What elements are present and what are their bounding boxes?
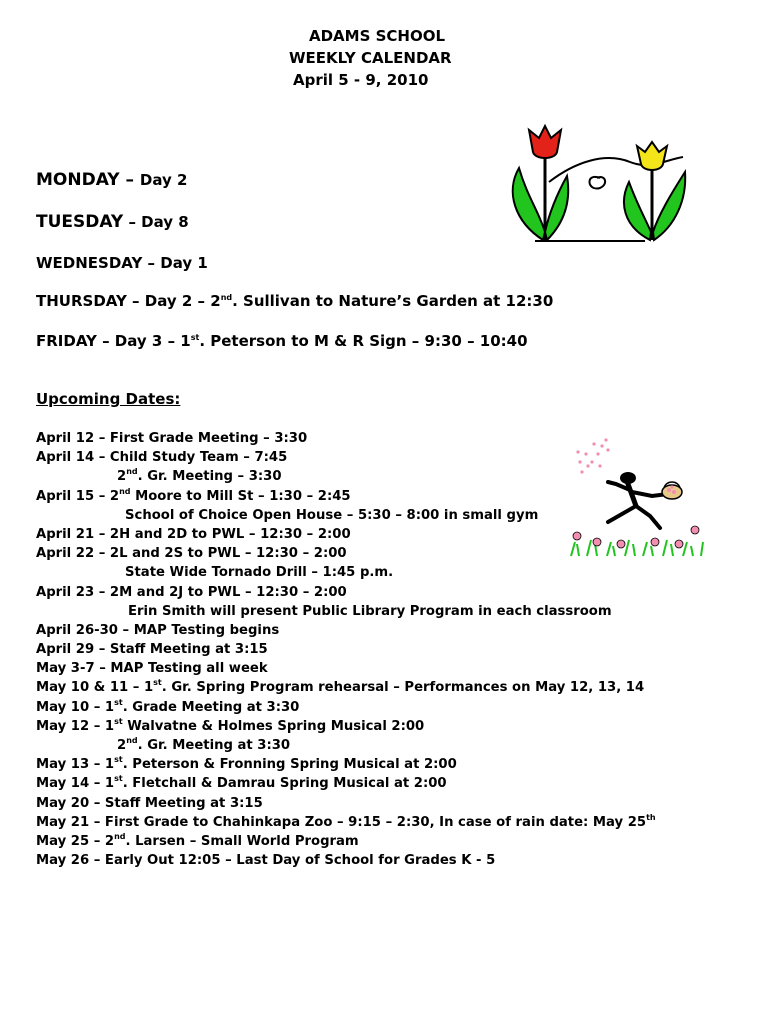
list-item: April 22 – 2L and 2S to PWL – 12:30 – 2:00 — [36, 546, 347, 562]
ordinal-suffix: st — [114, 697, 123, 707]
item-text: May 12 – 1 — [36, 718, 115, 734]
upcoming-list — [36, 429, 656, 870]
list-item — [36, 832, 656, 851]
ordinal-suffix: nd — [126, 467, 138, 477]
item-text: . Gr. Meeting – 3:30 — [137, 469, 282, 485]
day-friday — [36, 332, 528, 350]
list-item: April 26-30 – MAP Testing begins — [36, 622, 280, 638]
item-text: Moore to Mill St – 1:30 – 2:45 — [130, 488, 351, 504]
day-number: Day 2 — [139, 171, 188, 189]
list-item — [36, 813, 656, 832]
list-item: State Wide Tornado Drill – 1:45 p.m. — [125, 565, 394, 581]
day-name: MONDAY — [36, 170, 120, 190]
item-text: 2 — [117, 738, 127, 753]
ordinal-suffix: nd — [220, 293, 233, 302]
list-item: April 21 – 2H and 2D to PWL – 12:30 – 2:00 — [36, 526, 351, 542]
list-item: May 3-7 – MAP Testing all week — [36, 661, 268, 677]
ordinal-suffix: nd — [114, 831, 126, 841]
upcoming-heading: Upcoming Dates: — [36, 390, 181, 408]
list-item — [36, 678, 656, 697]
list-item — [36, 717, 656, 736]
item-text: April 15 – 2 — [36, 488, 120, 504]
day-number: Day 8 — [141, 213, 189, 231]
list-item — [36, 736, 656, 755]
list-item: May 26 – Early Out 12:05 – Last Day of School for Grades K - 5 — [36, 853, 496, 869]
day-sep: – — [123, 213, 142, 231]
ordinal-suffix: st — [114, 755, 123, 765]
school-name: ADAMS SCHOOL — [309, 27, 446, 45]
flower-grass-icon — [567, 520, 707, 560]
ordinal-suffix: st — [114, 716, 123, 726]
tulips-icon — [505, 122, 695, 246]
item-text: May 10 – 1 — [36, 699, 115, 715]
item-text: May 14 – 1 — [36, 776, 115, 792]
day-thursday — [36, 292, 553, 310]
item-text: Walvatne & Holmes Spring Musical 2:00 — [122, 718, 425, 734]
day-tuesday — [36, 212, 189, 232]
day-monday — [36, 170, 187, 190]
list-item — [36, 698, 656, 717]
item-text: May 21 – First Grade to Chahinkapa Zoo – 9:15 – 2:30, In case of rain date: May 25 — [36, 814, 647, 830]
calendar-dates: April 5 - 9, 2010 — [293, 71, 429, 89]
item-text: . Larsen – Small World Program — [125, 833, 359, 849]
item-text: May 25 – 2 — [36, 833, 115, 849]
list-item: School of Choice Open House – 5:30 – 8:00 in small gym — [125, 507, 539, 523]
running-figure-icon — [572, 436, 692, 532]
list-item — [36, 774, 656, 793]
item-text: . Fletchall & Damrau Spring Musical at 2:00 — [122, 776, 447, 792]
list-item: Erin Smith will present Public Library Program in each classroom — [128, 603, 612, 619]
ordinal-suffix: nd — [119, 486, 131, 496]
item-text: . Peterson & Fronning Spring Musical at 2:00 — [122, 757, 457, 773]
list-item: April 29 – Staff Meeting at 3:15 — [36, 642, 268, 658]
day-sep: – — [119, 170, 140, 190]
ordinal-suffix: nd — [126, 736, 138, 745]
list-item: April 12 – First Grade Meeting – 3:30 — [36, 431, 308, 446]
item-text: . Gr. Meeting at 3:30 — [137, 738, 291, 753]
calendar-title: WEEKLY CALENDAR — [289, 49, 452, 67]
day-text: FRIDAY – Day 3 – 1 — [36, 332, 191, 350]
ordinal-suffix: th — [646, 812, 656, 822]
list-item — [36, 487, 656, 506]
day-text: . Sullivan to Nature’s Garden at 12:30 — [232, 292, 554, 310]
ordinal-suffix: st — [153, 678, 162, 688]
item-text: May 13 – 1 — [36, 757, 115, 773]
day-text: THURSDAY – Day 2 – 2 — [36, 292, 221, 310]
list-item — [36, 755, 656, 774]
day-name: TUESDAY — [36, 212, 124, 232]
ordinal-suffix: st — [114, 774, 123, 784]
list-item: May 20 – Staff Meeting at 3:15 — [36, 795, 263, 811]
day-wednesday: WEDNESDAY – Day 1 — [36, 254, 208, 272]
ordinal-suffix: st — [190, 333, 200, 342]
item-text: 2 — [117, 469, 127, 485]
item-text: . Grade Meeting at 3:30 — [122, 699, 300, 715]
list-item: April 14 – Child Study Team – 7:45 — [36, 450, 288, 466]
list-item — [36, 467, 656, 486]
list-item: April 23 – 2M and 2J to PWL – 12:30 – 2:00 — [36, 584, 347, 600]
day-text: . Peterson to M & R Sign – 9:30 – 10:40 — [199, 332, 528, 350]
item-text: May 10 & 11 – 1 — [36, 680, 154, 696]
item-text: . Gr. Spring Program rehearsal – Performances on May 12, 13, 14 — [161, 680, 645, 696]
